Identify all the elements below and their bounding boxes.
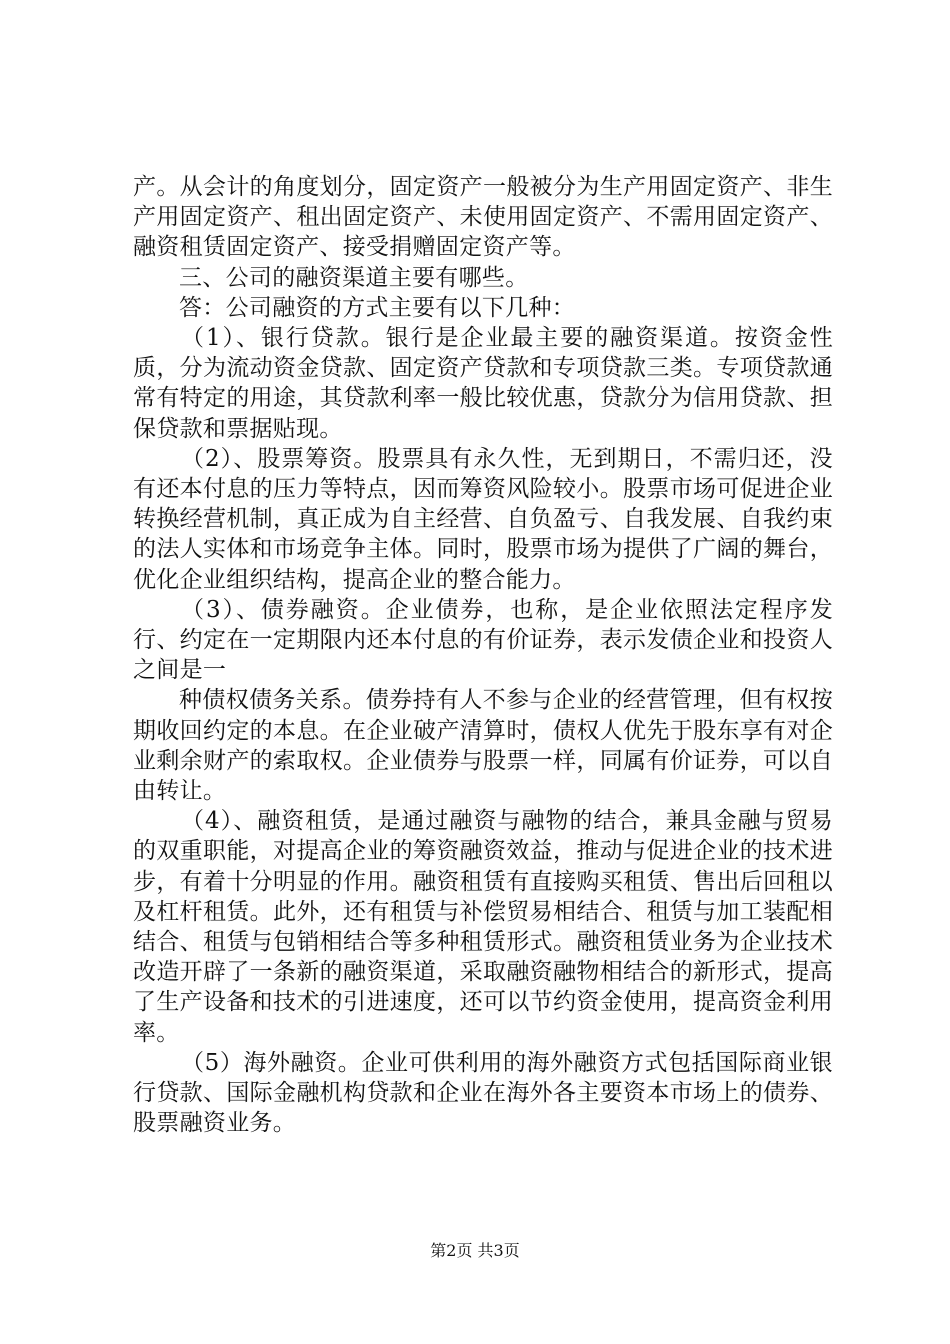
page-number-footer: 第2页 共3页: [430, 1241, 520, 1260]
document-body: [133, 172, 833, 1139]
paragraph-fixed-assets-classification: 产。从会计的角度划分，固定资产一般被分为生产用固定资产、非生产用固定资产、租出固定资产、未使用固定资产、不需用固定资产、融资租赁固定资产、接受捐赠固定资产等。: [133, 174, 833, 261]
paragraph-answer-intro: 答：公司融资的方式主要有以下几种：: [179, 294, 576, 321]
paragraph-bond-financing: （3）、债券融资。企业债券，也称，是企业依照法定程序发行、约定在一定期限内还本付息的有价证券，表示发债企业和投资人之间是一: [133, 596, 833, 684]
paragraph-overseas-financing: （5）海外融资。企业可供利用的海外融资方式包括国际商业银行贷款、国际金融机构贷款和企业在海外各主要资本市场上的债券、股票融资业务。: [133, 1049, 833, 1137]
paragraph-stock-financing: （2）、股票筹资。股票具有永久性，无到期日，不需归还，没有还本付息的压力等特点，因而筹资风险较小。股票市场可促进企业转换经营机制，真正成为自主经营、自负盈亏、自我发展、自我约束的法人实体和市场竞争主体。同时，股票市场为提供了广阔的舞台，优化企业组织结构，提高企业的整合能力。: [133, 445, 833, 593]
paragraph-financial-leasing: （4）、融资租赁，是通过融资与融物的结合，兼具金融与贸易的双重职能，对提高企业的筹资融资效益，推动与促进企业的技术进步，有着十分明显的作用。融资租赁有直接购买租赁、售出后回租以及杠杆租赁。此外，还有租赁与补偿贸易相结合、租赁与加工装配相结合、租赁与包销相结合等多种租赁形式。融资租赁业务为企业技术改造开辟了一条新的融资渠道，采取融资融物相结合的新形式，提高了生产设备和技术的引进速度，还可以节约资金使用，提高资金利用率。: [133, 808, 833, 1046]
paragraph-bank-loan: （1）、银行贷款。银行是企业最主要的融资渠道。按资金性质，分为流动资金贷款、固定资产贷款和专项贷款三类。专项贷款通常有特定的用途，其贷款利率一般比较优惠，贷款分为信用贷款、担保贷款和票据贴现。: [133, 325, 833, 442]
paragraph-bond-continued: 种债权债务关系。债券持有人不参与企业的经营管理，但有权按期收回约定的本息。在企业破产清算时，债权人优先于股东享有对企业剩余财产的索取权。企业债券与股票一样，同属有价证券，可以自由转让。: [133, 687, 833, 805]
paragraph-question-three: 三、公司的融资渠道主要有哪些。: [179, 264, 529, 291]
